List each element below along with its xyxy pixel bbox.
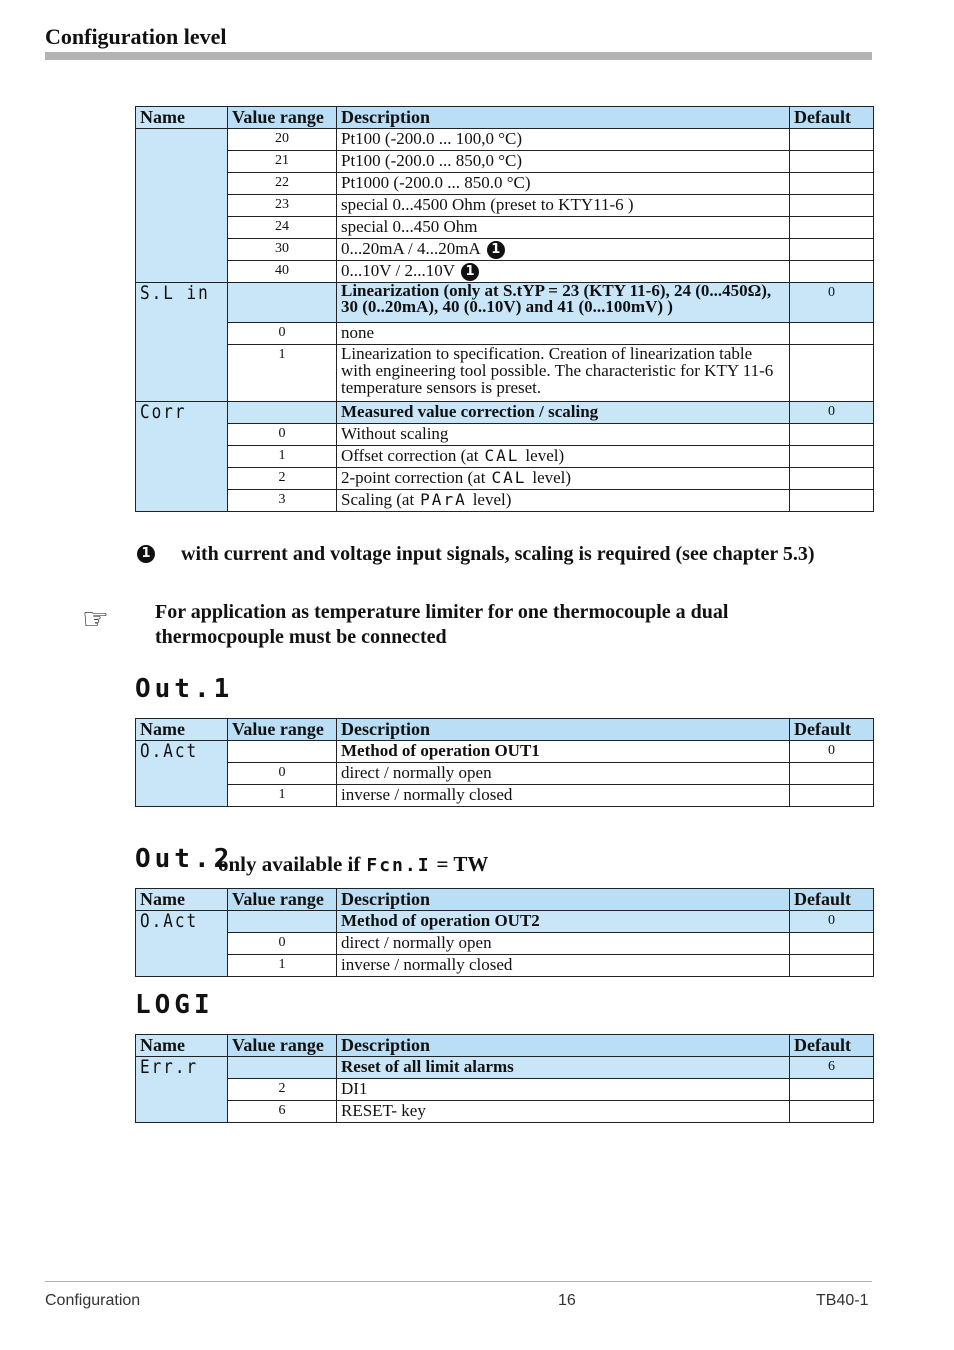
value-cell: 1 [228,446,337,468]
config-table-input [135,106,874,512]
value-cell: 1 [228,345,337,402]
param-title: Linearization (only at S.tYP = 23 (KTY 11-6), 24 (0...450Ω), 30 (0..20mA), 40 (0..10V) and 41 (0...100mV) ) [337,283,790,323]
table-row [136,490,874,512]
table-header-row [136,719,874,741]
footer-section: Configuration [45,1292,141,1309]
default-cell [790,239,874,261]
footnote-marker-icon: 1 [137,545,155,563]
default-cell [790,1079,874,1101]
table-row [136,1079,874,1101]
param-name-slin: S.L in [140,282,210,304]
desc-cell: inverse / normally closed [337,955,790,977]
default-cell: 0 [790,402,874,424]
desc-cell [337,446,790,468]
desc-cell: Without scaling [337,424,790,446]
table-row [136,129,874,151]
value-cell [228,283,337,323]
col-value-header: Value range [228,889,337,911]
param-title: Method of operation OUT2 [337,911,790,933]
value-cell: 3 [228,490,337,512]
desc-cell: Pt1000 (-200.0 ... 850.0 °C) [337,173,790,195]
table-header-row [136,1035,874,1057]
default-cell: 0 [790,741,874,763]
col-value-header: Value range [228,1035,337,1057]
note-pre: only available if [218,852,361,876]
desc-cell [337,490,790,512]
default-cell [790,1101,874,1123]
value-cell [228,911,337,933]
param-name-corr: Corr [140,401,187,423]
param-title: Measured value correction / scaling [337,402,790,424]
default-cell [790,446,874,468]
footnote-marker-icon: 1 [461,263,479,281]
table-row [136,151,874,173]
desc-post: level) [525,446,565,465]
desc-cell: direct / normally open [337,933,790,955]
value-cell: 24 [228,217,337,239]
table-row [136,785,874,807]
param-row-oact [136,741,874,763]
function-code: Fcn.I [366,855,431,876]
note-post: = TW [436,852,489,876]
table-row [136,424,874,446]
col-desc-header: Description [337,1035,790,1057]
hint-text: For application as temperature limiter for one thermocouple a dual thermocpouple must be connected [155,601,729,648]
table-row [136,261,874,283]
default-cell [790,468,874,490]
col-default-header: Default [790,107,874,129]
col-name-header: Name [136,107,228,129]
param-row-errr [136,1057,874,1079]
page-title: Configuration level [45,24,227,49]
desc-pre: 2-point correction (at [341,468,486,487]
value-cell: 2 [228,468,337,490]
col-value-header: Value range [228,719,337,741]
default-cell [790,345,874,402]
value-cell: 30 [228,239,337,261]
default-cell [790,217,874,239]
table-row [136,468,874,490]
header-divider [45,52,872,60]
value-cell: 22 [228,173,337,195]
value-cell: 6 [228,1101,337,1123]
config-table-out2 [135,888,874,977]
col-name-header: Name [136,1035,228,1057]
value-cell: 2 [228,1079,337,1101]
desc-cell: RESET- key [337,1101,790,1123]
desc-cell [337,239,790,261]
default-cell [790,933,874,955]
param-name-errr: Err.r [140,1056,199,1078]
table-row [136,217,874,239]
table-header-row [136,107,874,129]
desc-post: level) [532,468,572,487]
col-desc-header: Description [337,889,790,911]
section-title-out2: Out.2 [135,844,234,874]
desc-cell: Linearization to specification. Creation of linearization table with engineering tool possible. The characteristic for KTY 11-6 temperature sensors is preset. [337,345,790,402]
desc-cell: none [337,323,790,345]
value-cell: 0 [228,933,337,955]
footnote-marker-icon: 1 [487,241,505,259]
col-default-header: Default [790,719,874,741]
config-table-logi [135,1034,874,1123]
name-cell-empty [136,129,228,283]
value-cell: 23 [228,195,337,217]
value-cell: 40 [228,261,337,283]
pointing-hand-icon: ☞ [82,602,109,637]
table-row [136,933,874,955]
value-cell: 1 [228,785,337,807]
footnote-text: with current and voltage input signals, scaling is required (see chapter 5.3) [181,543,815,565]
table-row [136,763,874,785]
table-row [136,1101,874,1123]
value-cell: 0 [228,763,337,785]
level-code: CAL [491,468,527,487]
value-cell: 0 [228,323,337,345]
table-row [136,345,874,402]
default-cell [790,173,874,195]
default-cell [790,763,874,785]
desc-cell [337,261,790,283]
default-cell: 0 [790,283,874,323]
default-cell [790,195,874,217]
value-cell [228,402,337,424]
name-cell [136,741,228,807]
default-cell [790,785,874,807]
desc-text: 0...20mA / 4...20mA [341,239,481,258]
footer-divider [45,1281,872,1282]
default-cell [790,129,874,151]
level-code: CAL [484,446,520,465]
param-row-oact [136,911,874,933]
name-cell [136,283,228,402]
default-cell [790,424,874,446]
desc-pre: Offset correction (at [341,446,479,465]
col-desc-header: Description [337,107,790,129]
default-cell: 6 [790,1057,874,1079]
table-row [136,239,874,261]
value-cell: 1 [228,955,337,977]
value-cell: 20 [228,129,337,151]
col-name-header: Name [136,719,228,741]
param-row-corr [136,402,874,424]
level-code: PArA [420,490,467,509]
col-default-header: Default [790,889,874,911]
desc-cell: DI1 [337,1079,790,1101]
value-cell: 0 [228,424,337,446]
desc-cell: inverse / normally closed [337,785,790,807]
col-desc-header: Description [337,719,790,741]
param-name-oact: O.Act [140,740,199,762]
document-id: TB40-1 [816,1292,869,1309]
col-value-header: Value range [228,107,337,129]
col-default-header: Default [790,1035,874,1057]
param-title: Reset of all limit alarms [337,1057,790,1079]
section-title-out1: Out.1 [135,674,234,704]
section-title-logi: LOGI [135,990,214,1020]
desc-cell: special 0...4500 Ohm (preset to KTY11-6 ) [337,195,790,217]
name-cell [136,402,228,512]
value-cell: 21 [228,151,337,173]
desc-post: level) [472,490,512,509]
page-number: 16 [558,1292,576,1309]
desc-cell: Pt100 (-200.0 ... 850,0 °C) [337,151,790,173]
name-cell [136,911,228,977]
value-cell [228,741,337,763]
desc-pre: Scaling (at [341,490,415,509]
param-row-slin [136,283,874,323]
desc-cell [337,468,790,490]
table-row [136,955,874,977]
desc-text: 0...10V / 2...10V [341,261,455,280]
param-name-oact: O.Act [140,910,199,932]
default-cell [790,490,874,512]
name-cell [136,1057,228,1123]
col-name-header: Name [136,889,228,911]
table-row [136,323,874,345]
out2-availability-note [218,852,488,877]
default-cell [790,261,874,283]
table-row [136,195,874,217]
config-table-out1 [135,718,874,807]
table-row [136,446,874,468]
desc-cell: special 0...450 Ohm [337,217,790,239]
table-row [136,173,874,195]
default-cell [790,955,874,977]
table-header-row [136,889,874,911]
default-cell [790,151,874,173]
desc-cell: direct / normally open [337,763,790,785]
value-cell [228,1057,337,1079]
desc-cell: Pt100 (-200.0 ... 100,0 °C) [337,129,790,151]
default-cell: 0 [790,911,874,933]
default-cell [790,323,874,345]
param-title: Method of operation OUT1 [337,741,790,763]
